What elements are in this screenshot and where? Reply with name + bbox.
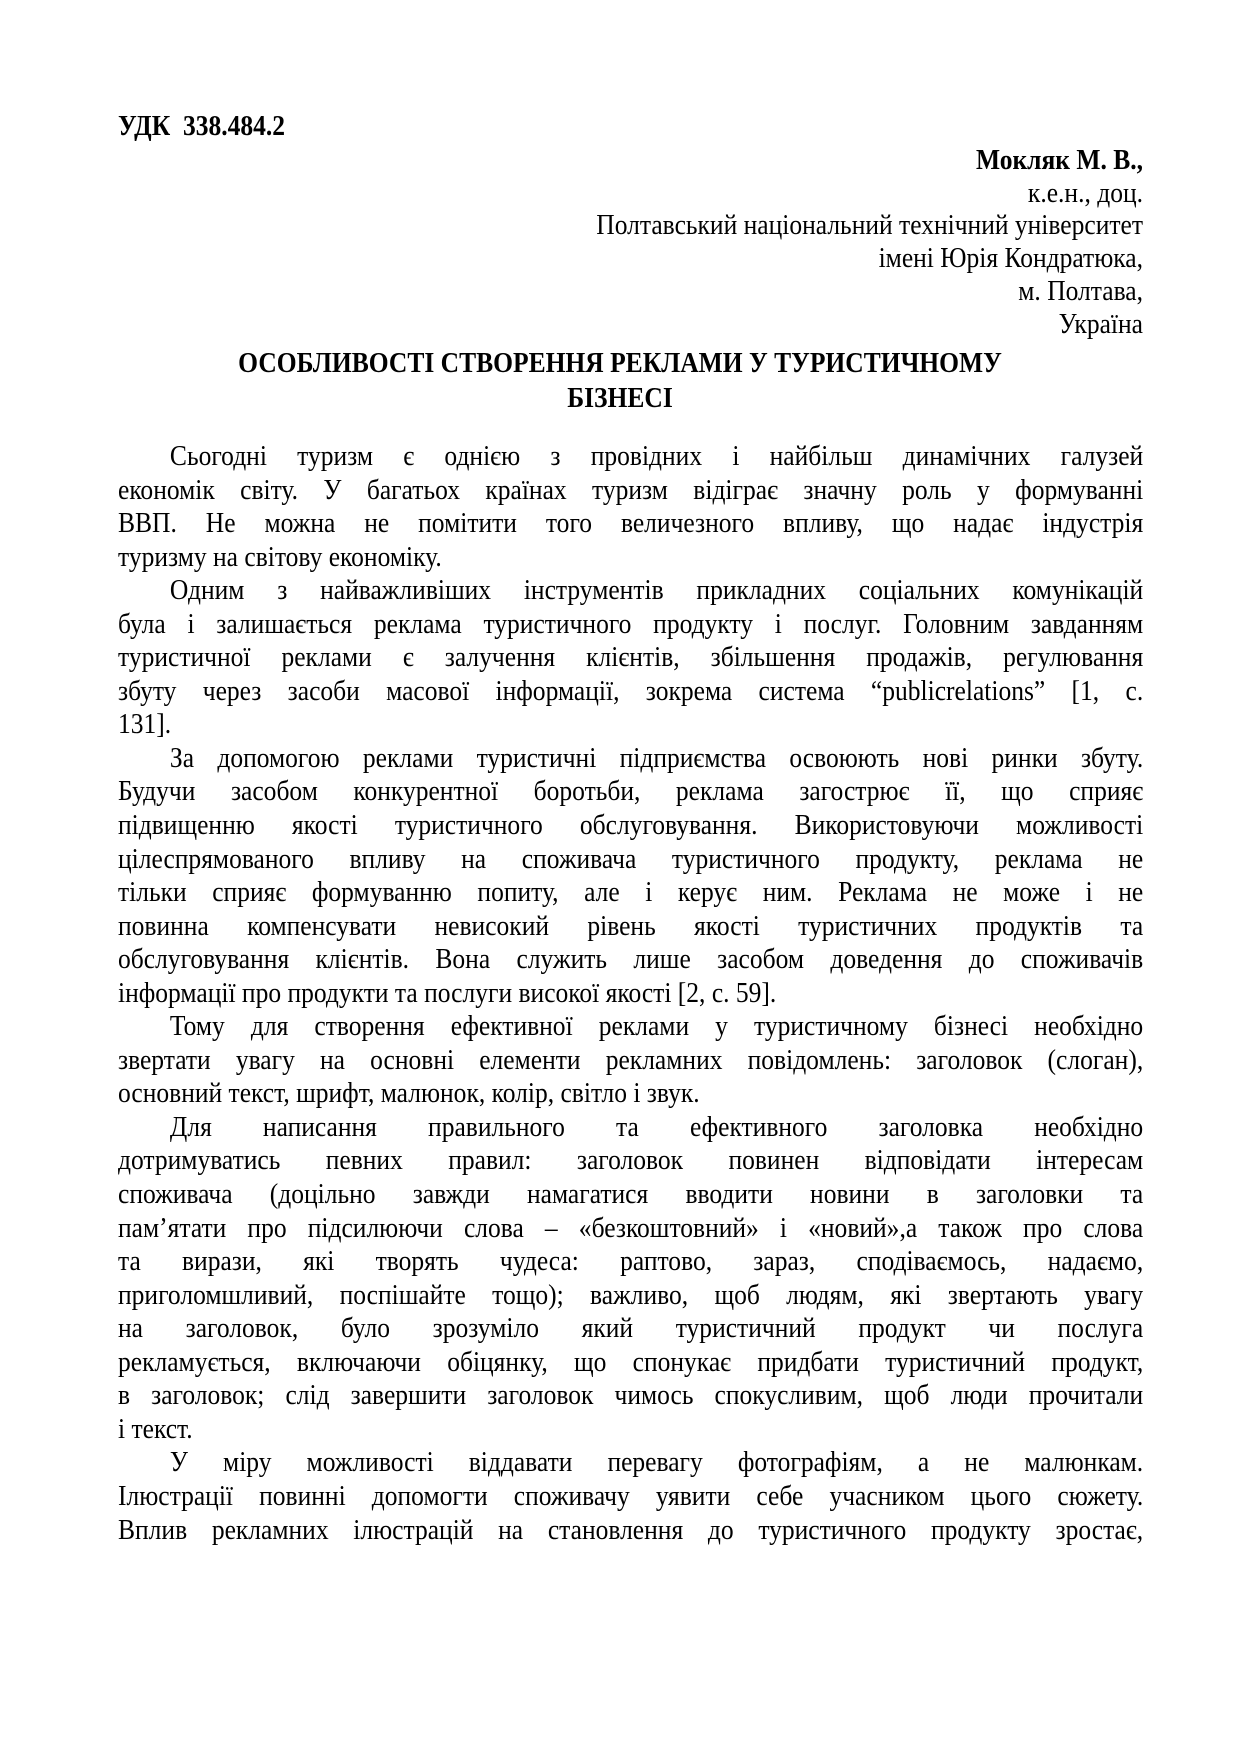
- author-institution: Полтавський національний технічний університет: [596, 209, 1143, 242]
- text-line: повинна компенсувати невисокий рівень якості туристичних продуктів та: [118, 909, 1144, 942]
- text-line: рекламується, включаючи обіцянку, що спонукає придбати туристичний продукт,: [118, 1345, 1144, 1378]
- author-name: Мокляк М. В.,: [975, 144, 1143, 176]
- text-line: Одним з найважливіших інструментів прикладних соціальних комунікацій: [169, 574, 1144, 607]
- text-line: споживача (доцільно завжди намагатися вводити новини в заголовки та: [118, 1178, 1144, 1211]
- text-line: звертати увагу на основні елементи рекламних повідомлень: заголовок (слоган),: [118, 1043, 1144, 1076]
- text-line: Сьогодні туризм є однією з провідних і найбільш динамічних галузей: [169, 440, 1144, 472]
- text-line: була і залишається реклама туристичного продукту і послуг. Головним завданням: [118, 607, 1144, 640]
- text-line: збуту через засоби масової інформації, зокрема система “publicrelations” [1, с.: [118, 674, 1144, 707]
- text-line: в заголовок; слід завершити заголовок чимось спокусливим, щоб люди прочитали: [118, 1379, 1144, 1412]
- text-line: У міру можливості віддавати перевагу фотографіям, а не малюнкам.: [169, 1446, 1144, 1479]
- article-body: [118, 440, 1240, 1547]
- text-line: Тому для створення ефективної реклами у туристичному бізнесі необхідно: [169, 1010, 1144, 1043]
- article-title: [0, 346, 1240, 416]
- udk-code: УДК 338.484.2: [118, 110, 286, 142]
- text-line: економік світу. У багатьох країнах туризм відіграє значну роль у формуванні: [118, 473, 1144, 506]
- author-city: м. Полтава,: [1018, 274, 1143, 307]
- author-country: Україна: [1058, 307, 1143, 340]
- text-line: приголомшливий, поспішайте тощо); важливо, щоб людям, які звертають увагу: [118, 1278, 1144, 1311]
- author-degree: к.е.н., доц.: [1027, 176, 1143, 209]
- text-line: на заголовок, було зрозуміло який туристичний продукт чи послуга: [118, 1312, 1144, 1345]
- author-affiliation: [87, 144, 1143, 340]
- text-line: цілеспрямованого впливу на споживача туристичного продукту, реклама не: [118, 842, 1144, 875]
- text-line: За допомогою реклами туристичні підприємства освоюють нові ринки збуту.: [169, 741, 1144, 774]
- title-line: БІЗНЕСІ: [567, 382, 673, 414]
- text-line: ВВП. Не можна не помітити того величезного впливу, що надає індустрія: [118, 507, 1144, 540]
- text-line: тільки сприяє формуванню попиту, але і керує ним. Реклама не може і не: [118, 876, 1144, 909]
- text-line: пам’ятати про підсилюючи слова – «безкоштовний» і «новий»,а також про слова: [118, 1211, 1144, 1244]
- text-line: Будучи засобом конкурентної боротьби, реклама загострює її, що сприяє: [118, 775, 1144, 808]
- title-line: ОСОБЛИВОСТІ СТВОРЕННЯ РЕКЛАМИ У ТУРИСТИЧНОМУ: [238, 347, 1002, 379]
- text-line: основний текст, шрифт, малюнок, колір, світло і звук.: [118, 1077, 700, 1110]
- text-line: підвищенню якості туристичного обслуговування. Використовуючи можливості: [118, 809, 1144, 842]
- text-line: і текст.: [118, 1412, 193, 1445]
- text-line: обслуговування клієнтів. Вона служить лише засобом доведення до споживачів: [118, 943, 1144, 976]
- text-line: дотримуватись певних правил: заголовок повинен відповідати інтересам: [118, 1144, 1144, 1177]
- text-line: туристичної реклами є залучення клієнтів, збільшення продажів, регулювання: [118, 641, 1144, 674]
- text-line: туризму на світову економіку.: [118, 540, 442, 573]
- text-line: 131].: [118, 708, 172, 741]
- text-line: Ілюстрації повинні допомогти споживачу уявити себе учасником цього сюжету.: [118, 1479, 1144, 1512]
- text-line: інформації про продукти та послуги високої якості [2, с. 59].: [118, 976, 777, 1009]
- text-line: Для написання правильного та ефективного заголовка необхідно: [169, 1110, 1144, 1143]
- text-line: та вирази, які творять чудеса: раптово, зараз, сподіваємось, надаємо,: [118, 1245, 1144, 1278]
- text-line: Вплив рекламних ілюстрацій на становлення до туристичного продукту зростає,: [118, 1513, 1144, 1546]
- author-institution-name: імені Юрія Кондратюка,: [878, 242, 1143, 275]
